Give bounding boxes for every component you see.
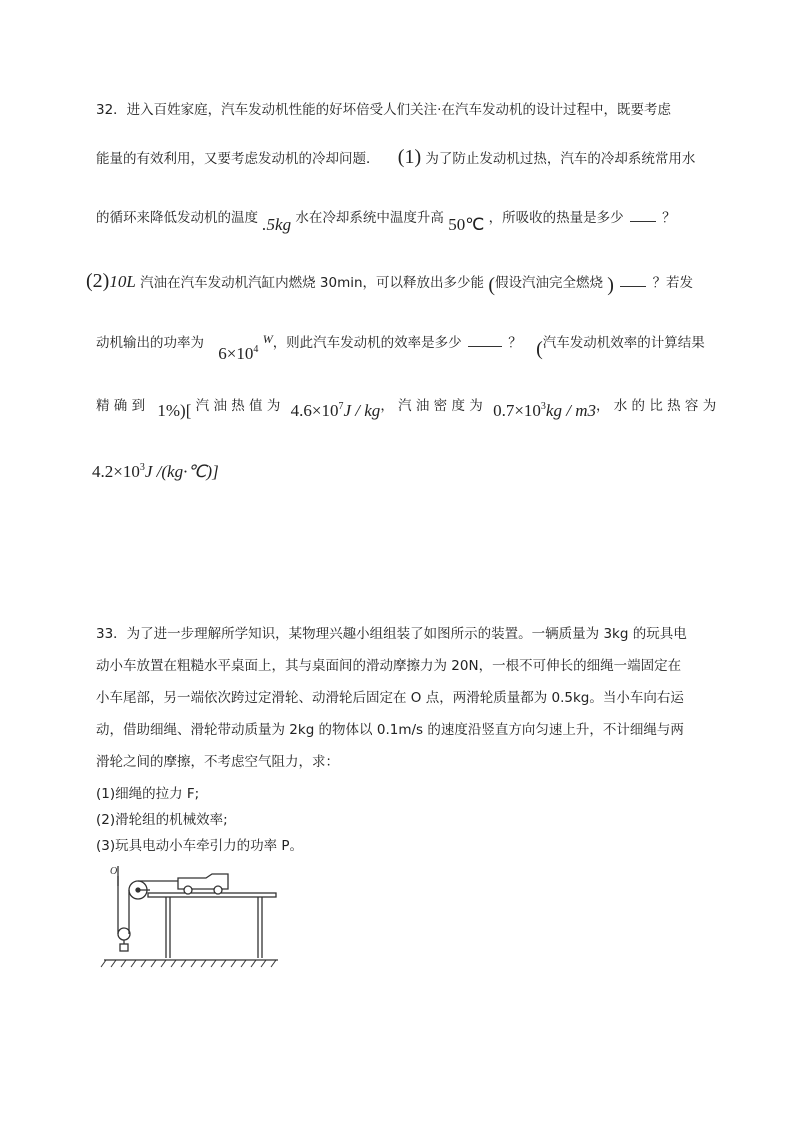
q32-text: ？: [662, 210, 676, 226]
q33-line-4: 动，借助细绳、滑轮带动质量为 2kg 的物体以 0.1m/s 的速度沿竖直方向匀速上升，不计细绳与两: [96, 722, 684, 738]
q32-text: ， 水 的 比 热 容 为: [595, 398, 717, 414]
temperature-rise: 50℃: [448, 215, 485, 234]
q33-line-5: 滑轮之间的摩擦，不考虑空气阻力，求：: [96, 754, 339, 770]
q32-text: ？若发: [652, 275, 694, 291]
part-1-marker: (1): [397, 146, 422, 168]
q33-sub-2: (2)滑轮组的机械效率;: [96, 812, 228, 828]
specific-heat-base: 4.2×10: [92, 462, 140, 481]
q32-text: ，所吸收的热量是多少: [488, 210, 624, 226]
q32-text: 汽 油 热 值 为: [195, 398, 281, 414]
q33-line-3: 小车尾部，另一端依次跨过定滑轮、动滑轮后固定在 O 点，两滑轮质量都为 0.5kg。当小车向右运: [96, 690, 684, 706]
density-unit: kg / m3: [545, 401, 596, 420]
density-exp: 3: [540, 401, 546, 412]
q32-text: 为了防止发动机过热，汽车的冷却系统常用水: [425, 151, 696, 167]
paren: ): [607, 274, 614, 296]
q33-sub-1: (1)细绳的拉力 F;: [96, 786, 200, 802]
gasoline-volume: 10L: [109, 272, 136, 291]
gasoline-heat-value: [290, 401, 381, 420]
answer-blank-3[interactable]: [468, 336, 502, 347]
q33-line-2: 动小车放置在粗糙水平桌面上，其与桌面间的滑动摩擦力为 20N，一根不可伸长的细绳一端固定在: [96, 658, 682, 674]
q32-line-6: [96, 394, 717, 420]
pulley-cart-figure: [100, 862, 290, 972]
q32-line-7: [92, 462, 219, 482]
heat-base: 4.6×10: [290, 401, 339, 420]
density-base: 0.7×10: [493, 401, 541, 420]
answer-blank-1[interactable]: [630, 211, 656, 222]
q32-text: ，则此汽车发动机的效率是多少: [272, 335, 462, 351]
cart-wheel: [214, 886, 222, 894]
weight-block: [120, 944, 128, 951]
q32-text: 精 确 到: [96, 398, 146, 414]
q32-text: 32．进入百姓家庭，汽车发动机性能的好坏倍受人们关注·在汽车发动机的设计过程中，既要考虑: [96, 102, 671, 118]
power-exp: 4: [253, 344, 259, 355]
q32-text: 汽油在汽车发动机汽缸内燃烧 30min，可以释放出多少能: [140, 275, 485, 291]
table-top: [148, 893, 276, 897]
water-mass: .5kg: [262, 215, 292, 234]
ground-hatch: [101, 960, 276, 967]
q32-text: 水在冷却系统中温度升高: [295, 210, 444, 226]
heat-unit: J / kg: [343, 401, 381, 420]
q32-text: ？: [508, 335, 522, 351]
q32-text: 动机输出的功率为: [96, 335, 204, 351]
paren: (: [536, 338, 543, 360]
point-o-label: O: [110, 866, 118, 877]
power-unit: W: [262, 332, 273, 346]
precision: 1%)[: [157, 401, 192, 420]
q32-text: 能量的有效利用，又要考虑发动机的冷却问题．: [96, 151, 380, 167]
gasoline-density: [493, 401, 596, 420]
paren: (: [488, 274, 495, 296]
engine-power: [218, 344, 259, 363]
part-2-marker: (2): [86, 270, 110, 292]
heat-exp: 7: [338, 401, 344, 412]
specific-heat-unit: J /(kg·℃)]: [144, 462, 219, 481]
q32-line-1: [96, 98, 671, 118]
q32-text: 假设汽油完全燃烧: [495, 275, 603, 291]
cart-wheel: [184, 886, 192, 894]
q33-sub-3: (3)玩具电动小车牵引力的功率 P。: [96, 838, 304, 854]
answer-blank-2[interactable]: [620, 276, 646, 287]
q32-text: 汽车发动机效率的计算结果: [542, 335, 705, 351]
specific-heat-exp: 3: [139, 462, 145, 473]
q32-text: ， 汽 油 密 度 为: [380, 398, 483, 414]
q32-line-3: [96, 206, 676, 234]
movable-pulley: [118, 928, 130, 940]
q32-line-2: [96, 146, 695, 169]
q32-text: 的循环来降低发动机的温度: [96, 210, 258, 226]
power-base: 6×10: [218, 344, 254, 363]
q32-line-4: [86, 270, 694, 296]
q33-line-1: 33．为了进一步理解所学知识，某物理兴趣小组组装了如图所示的装置。一辆质量为 3kg 的玩具电: [96, 626, 687, 642]
